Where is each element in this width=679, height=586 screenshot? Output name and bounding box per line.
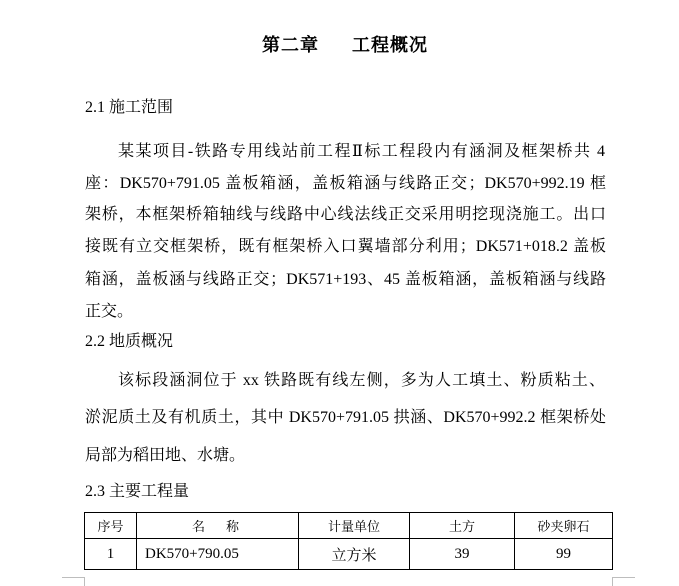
chapter-number: 第二章 <box>262 35 319 55</box>
paragraph-line: 该标段涵洞位于 xx 铁路既有线左侧，多为人工填土、粉质粘土、 <box>118 372 605 389</box>
table-row <box>85 539 613 570</box>
margin-corner-mark <box>84 577 85 586</box>
table-header-cell-unit: 计量单位 <box>299 513 410 539</box>
paragraph-line: 局部为稻田地、水塘。 <box>85 447 246 464</box>
margin-corner-mark <box>62 577 84 578</box>
paragraph-line: 座：DK570+791.05 盖板箱涵，盖板箱涵与线路正交；DK570+992.19 框 <box>85 175 606 192</box>
margin-corner-mark <box>612 577 613 586</box>
paragraph-line: 架桥，本框架桥箱轴线与线路中心线法线正交采用明挖现浇施工。出口 <box>85 206 606 223</box>
table-cell-index: 1 <box>85 539 137 570</box>
section-heading-scope: 2.1 施工范围 <box>85 99 174 116</box>
table-cell-gravel: 99 <box>515 539 613 570</box>
table-header-row <box>85 513 613 539</box>
paragraph-line: 正交。 <box>85 303 134 320</box>
section-heading-quantities: 2.3 主要工程量 <box>85 483 190 500</box>
table-cell-earthwork: 39 <box>410 539 515 570</box>
table-header-cell-gravel: 砂夹卵石 <box>515 513 613 539</box>
paragraph-line: 接既有立交框架桥，既有框架桥入口翼墙部分利用；DK571+018.2 盖板 <box>85 238 606 255</box>
table-cell-unit: 立方米 <box>299 539 410 570</box>
table-header-cell-name: 名 称 <box>137 513 299 539</box>
chapter-title: 工程概况 <box>352 35 428 55</box>
table-header-cell-earthwork: 土方 <box>410 513 515 539</box>
paragraph-line: 淤泥质土及有机质土，其中 DK570+791.05 拱涵、DK570+992.2 框架桥处 <box>85 409 606 426</box>
table-header-cell-index: 序号 <box>85 513 137 539</box>
section-heading-geology: 2.2 地质概况 <box>85 333 174 350</box>
table-cell-name: DK570+790.05 <box>137 539 299 570</box>
paragraph-line: 某某项目-铁路专用线站前工程Ⅱ标工程段内有涵洞及框架桥共 4 <box>118 143 605 160</box>
margin-corner-mark <box>613 577 635 578</box>
paragraph-line: 箱涵，盖板涵与线路正交；DK571+193、45 盖板箱涵，盖板箱涵与线路 <box>85 271 606 288</box>
quantities-table <box>84 512 613 570</box>
